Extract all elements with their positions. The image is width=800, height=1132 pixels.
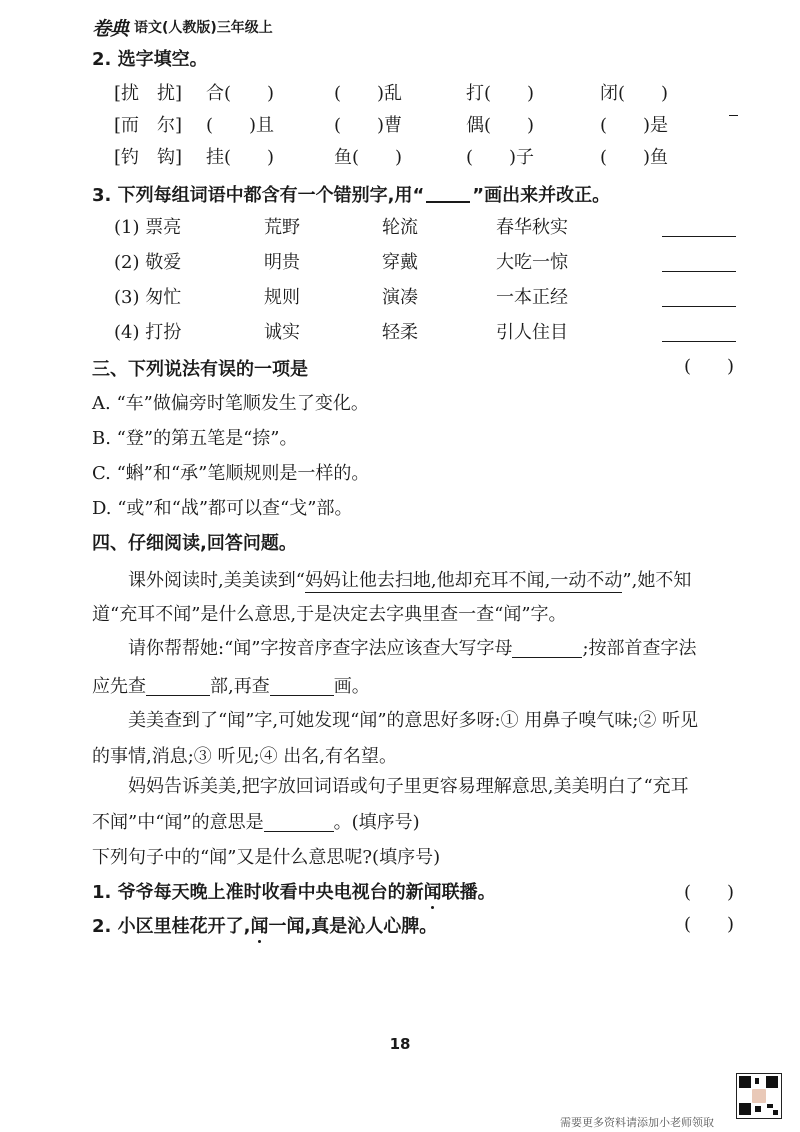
word: 荒野 (264, 217, 300, 238)
reading-para-3 (92, 706, 752, 772)
q2-row-2 (0, 111, 800, 141)
fill-item: 打( ) (466, 83, 535, 104)
word: (3) 匆忙 (114, 287, 182, 308)
avatar (751, 1088, 767, 1104)
text: ;按部首查字法 (582, 638, 697, 659)
reading-para-2 (92, 634, 752, 702)
word: 大吃一惊 (496, 252, 568, 273)
fill-item: ( )鱼 (600, 147, 669, 168)
fill-item: ( )且 (206, 115, 275, 136)
text: 。(填序号) (333, 812, 420, 833)
q3-row-1 (0, 213, 800, 243)
q3-title-post: ”画出来并改正。 (472, 185, 611, 206)
char-pair: [扰 扰] (114, 83, 183, 104)
answer-blank[interactable] (264, 811, 334, 832)
word: 规则 (264, 287, 300, 308)
book-subtitle: 语文(人教版)三年级上 (134, 20, 273, 36)
q2-row-1 (0, 79, 800, 109)
fill-item: ( )子 (466, 147, 535, 168)
option-b: B. “登”的第五笔是“捺”。 (92, 428, 298, 449)
q3-row-4 (0, 318, 800, 348)
text: 画。 (333, 676, 370, 697)
page-header (92, 14, 273, 40)
dotted-char: 闻 (250, 916, 269, 937)
q3-row-2 (0, 248, 800, 278)
text: 应先查 (92, 676, 146, 697)
word: (4) 打扮 (114, 322, 182, 343)
text: ”,她不知 (622, 570, 692, 591)
word: 诚实 (264, 322, 300, 343)
answer-line[interactable] (662, 306, 736, 307)
brand-logo: 卷典 (92, 17, 129, 40)
reading-para-1 (92, 566, 752, 630)
text: 的事情,消息;③ 听见;④ 出名,有名望。 (92, 746, 398, 767)
sub-question-title: 下列句子中的“闻”又是什么意思呢?(填序号) (92, 847, 441, 868)
answer-line[interactable] (662, 341, 736, 342)
fill-item: ( )是 (600, 115, 669, 136)
q3-title (92, 181, 610, 211)
footer-note: 需要更多资料请添加小老师领取 (560, 1116, 714, 1129)
fill-item: 鱼( ) (334, 147, 403, 168)
option-a: A. “车”做偏旁时笔顺发生了变化。 (92, 393, 369, 414)
word: (2) 敬爱 (114, 252, 182, 273)
word: 轮流 (382, 217, 418, 238)
word: 轻柔 (382, 322, 418, 343)
fill-item: 偶( ) (466, 115, 535, 136)
answer-paren[interactable]: ( ) (684, 882, 735, 903)
char-pair: [而 尔] (114, 115, 183, 136)
underlined-quote: 妈妈让他去扫地,他却充耳不闻,一动不动 (304, 570, 623, 591)
dotted-char: 闻 (423, 882, 442, 903)
sec3-title: 三、下列说法有误的一项是 (92, 359, 308, 380)
q3-row-3 (0, 283, 800, 313)
word: 穿戴 (382, 252, 418, 273)
word: 演凑 (382, 287, 418, 308)
q2-row-3 (0, 143, 800, 173)
text: 部,再查 (210, 676, 270, 697)
sec4-title: 四、仔细阅读,回答问题。 (92, 533, 297, 554)
q3-title-pre: 3. 下列每组词语中都含有一个错别字,用“ (92, 185, 425, 206)
char-pair: [钓 钩] (114, 147, 183, 168)
sub-question-2: 2. 小区里桂花开了,闻一闻,真是沁人心脾。 (92, 916, 438, 937)
sub-question-1: 1. 爷爷每天晚上准时收看中央电视台的新闻联播。 (92, 882, 496, 903)
fill-item: ( )曹 (334, 115, 403, 136)
text: 妈妈告诉美美,把字放回词语或句子里更容易理解意思,美美明白了“充耳 (128, 776, 689, 797)
fill-item: 闭( ) (600, 83, 669, 104)
fill-item: 合( ) (206, 83, 275, 104)
word: 明贵 (264, 252, 300, 273)
text: 请你帮帮她:“闻”字按音序查字法应该查大写字母 (128, 638, 513, 659)
page-number: 18 (389, 1035, 411, 1053)
answer-blank[interactable] (270, 675, 334, 696)
answer-paren[interactable]: ( ) (684, 914, 735, 935)
fill-item: 挂( ) (206, 147, 275, 168)
reading-para-4 (92, 772, 752, 838)
word: (1) 票亮 (114, 217, 182, 238)
stray-dash (729, 115, 738, 116)
option-c: C. “蝌”和“承”笔顺规则是一样的。 (92, 463, 370, 484)
q2-title: 2. 选字填空。 (92, 49, 208, 70)
word: 春华秋实 (496, 217, 568, 238)
option-d: D. “或”和“战”都可以查“戈”部。 (92, 498, 353, 519)
qr-code-icon (736, 1073, 782, 1119)
text: 课外阅读时,美美读到“ (128, 570, 305, 591)
text: 不闻”中“闻”的意思是 (92, 812, 264, 833)
answer-line[interactable] (662, 236, 736, 237)
answer-blank[interactable] (146, 675, 210, 696)
word: 一本正经 (496, 287, 568, 308)
answer-paren[interactable]: ( ) (684, 356, 735, 377)
fill-item: ( )乱 (334, 83, 403, 104)
text: 道“充耳不闻”是什么意思,于是决定去字典里查一查“闻”字。 (92, 604, 567, 625)
answer-blank[interactable] (512, 637, 582, 658)
underline-sample (426, 183, 470, 203)
answer-line[interactable] (662, 271, 736, 272)
word: 引人住目 (496, 322, 568, 343)
text: 美美查到了“闻”字,可她发现“闻”的意思好多呀:① 用鼻子嗅气味;② 听见 (128, 710, 699, 731)
